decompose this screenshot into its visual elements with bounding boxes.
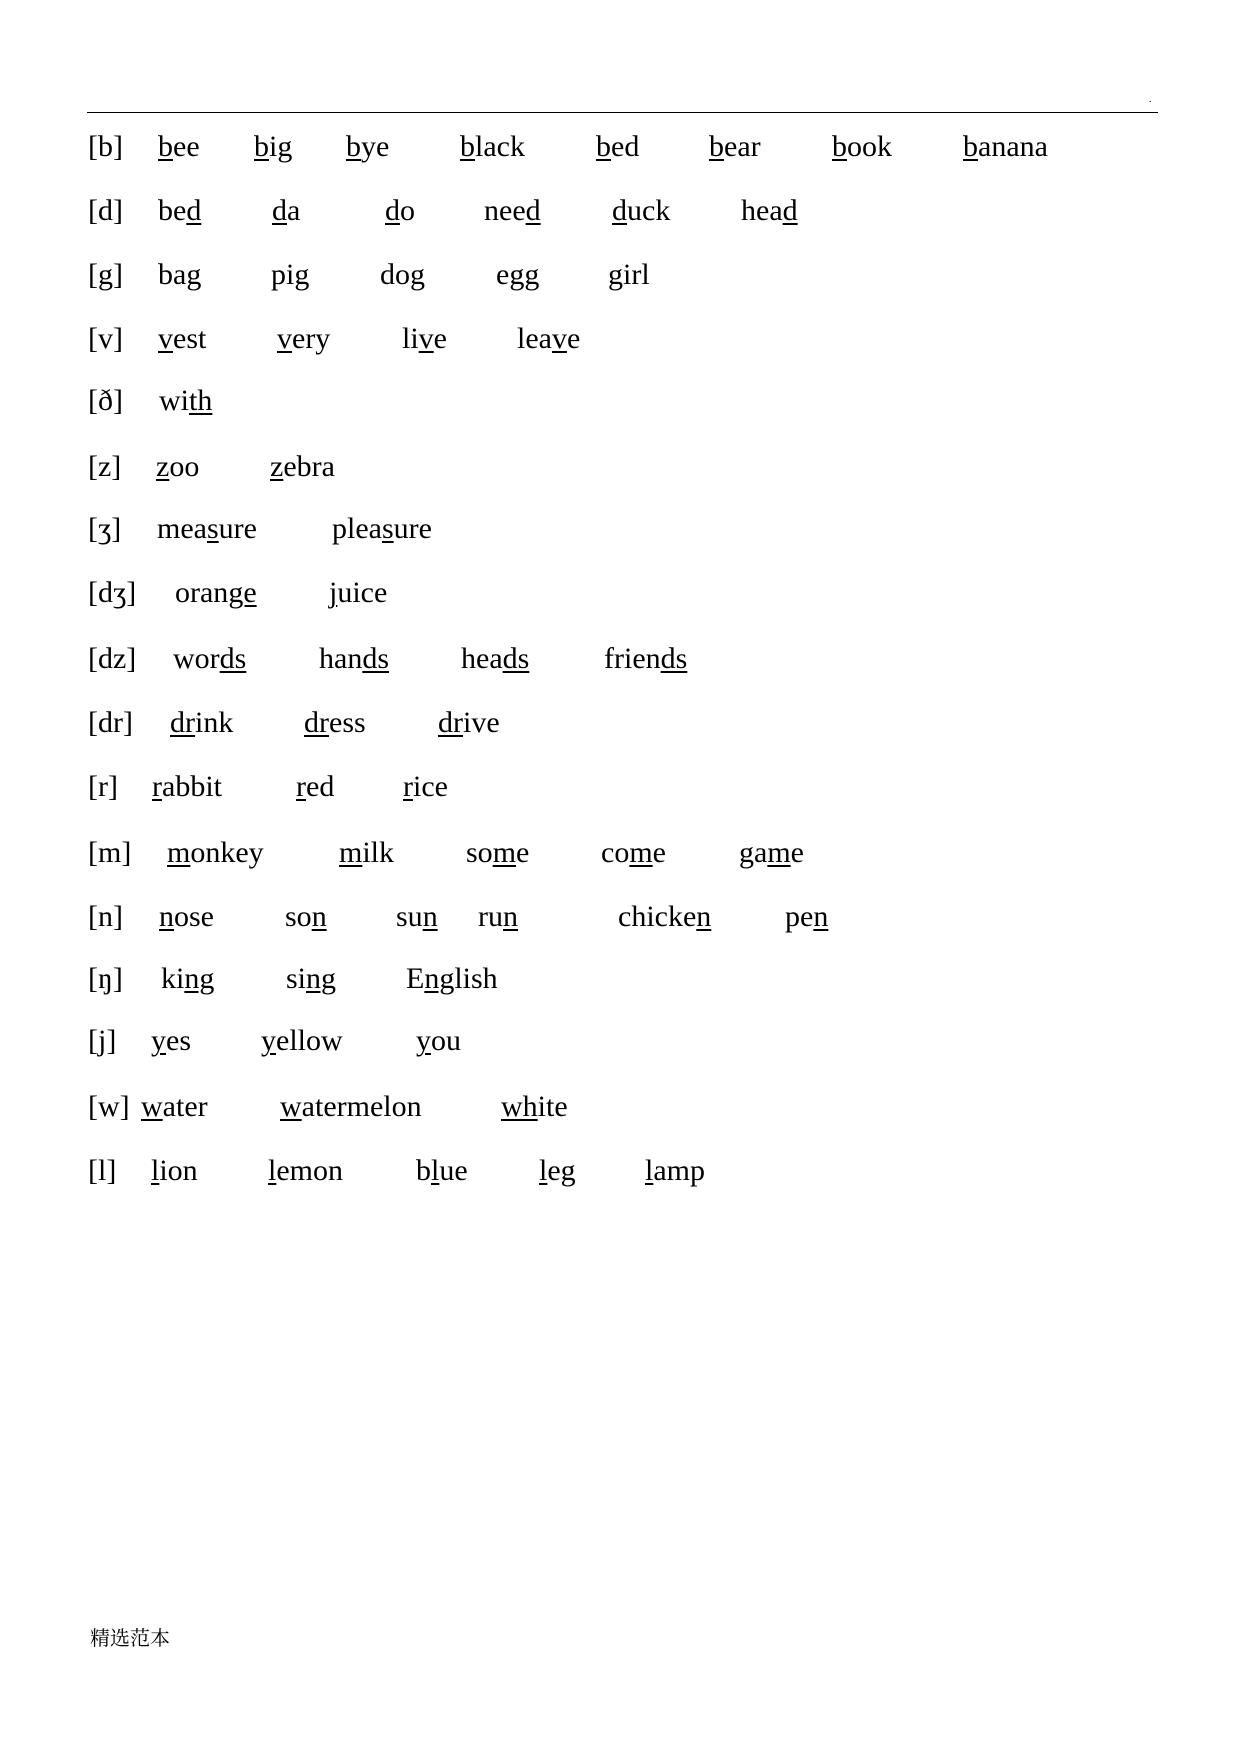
example-word: pleasure xyxy=(332,512,432,545)
highlighted-letters: g xyxy=(608,258,623,291)
highlighted-letters: r xyxy=(403,770,413,803)
phoneme-row xyxy=(0,381,1241,421)
phoneme-symbol: [r] xyxy=(88,770,118,803)
highlighted-letters: dr xyxy=(304,706,329,739)
highlighted-letters: l xyxy=(431,1154,440,1187)
example-word: pen xyxy=(785,900,829,933)
highlighted-letters: y xyxy=(151,1024,166,1057)
example-word: yellow xyxy=(261,1024,343,1057)
phoneme-symbol: [dʒ] xyxy=(88,576,137,609)
example-word: son xyxy=(285,900,327,933)
highlighted-letters: d xyxy=(385,194,400,227)
example-word: watermelon xyxy=(280,1090,422,1123)
highlighted-letters: b xyxy=(460,130,475,163)
highlighted-letters: z xyxy=(156,450,170,483)
highlighted-letters: m xyxy=(629,836,653,869)
footer-text: 精选范本 xyxy=(90,1626,170,1650)
highlighted-letters: g xyxy=(294,258,310,291)
phoneme-row xyxy=(0,959,1241,999)
example-word: chicken xyxy=(618,900,712,933)
example-word: dog xyxy=(380,258,425,291)
phoneme-symbol: [dz] xyxy=(88,642,137,675)
example-word: bye xyxy=(346,130,390,163)
example-word: drive xyxy=(438,706,500,739)
phoneme-row xyxy=(0,447,1241,487)
phoneme-row xyxy=(0,767,1241,807)
example-word: white xyxy=(501,1090,568,1123)
phoneme-row xyxy=(0,573,1241,613)
example-word: some xyxy=(466,836,530,869)
example-word: lemon xyxy=(268,1154,343,1187)
example-word: da xyxy=(272,194,301,227)
example-word: duck xyxy=(612,194,671,227)
example-word: bear xyxy=(709,130,761,163)
example-word: egg xyxy=(496,258,540,291)
highlighted-letters: v xyxy=(551,322,567,355)
phoneme-symbol: [d] xyxy=(88,194,123,227)
example-word: friends xyxy=(604,642,688,675)
highlighted-letters: b xyxy=(596,130,611,163)
example-word: come xyxy=(601,836,666,869)
example-word: lamp xyxy=(645,1154,705,1187)
example-word: heads xyxy=(461,642,530,675)
phoneme-row xyxy=(0,509,1241,549)
example-word: hands xyxy=(319,642,390,675)
highlighted-letters: d xyxy=(272,194,287,227)
phoneme-row xyxy=(0,127,1241,167)
example-word: blue xyxy=(416,1154,468,1187)
example-word: water xyxy=(141,1090,208,1123)
example-word: milk xyxy=(339,836,395,869)
example-word: sun xyxy=(396,900,438,933)
highlighted-letters: dr xyxy=(170,706,195,739)
highlighted-letters: d xyxy=(525,194,541,227)
example-word: lion xyxy=(151,1154,198,1187)
phoneme-symbol: [l] xyxy=(88,1154,117,1187)
example-word: bed xyxy=(158,194,202,227)
highlighted-letters: m xyxy=(492,836,517,869)
highlighted-letters: v xyxy=(277,322,292,355)
phoneme-symbol: [b] xyxy=(88,130,123,163)
example-word: book xyxy=(832,130,892,163)
example-word: English xyxy=(406,962,498,995)
highlighted-letters: ds xyxy=(362,642,390,675)
highlighted-letters: ds xyxy=(219,642,247,675)
highlighted-letters: th xyxy=(189,384,213,417)
example-word: need xyxy=(484,194,541,227)
phoneme-symbol: [v] xyxy=(88,322,123,355)
highlighted-letters: m xyxy=(167,836,191,869)
example-word: juice xyxy=(329,576,388,609)
phoneme-symbol: [ŋ] xyxy=(88,962,123,995)
example-word: monkey xyxy=(167,836,264,869)
phoneme-row xyxy=(0,191,1241,231)
highlighted-letters: j xyxy=(329,576,338,609)
highlighted-letters: ng xyxy=(184,962,215,995)
example-word: game xyxy=(739,836,804,869)
highlighted-letters: r xyxy=(296,770,306,803)
highlighted-letters: ng xyxy=(424,962,455,995)
phoneme-symbol: [ʒ] xyxy=(88,512,122,545)
highlighted-letters: s xyxy=(381,512,394,545)
example-word: king xyxy=(161,962,215,995)
highlighted-letters: ng xyxy=(306,962,337,995)
example-word: orange xyxy=(175,576,257,609)
example-word: girl xyxy=(608,258,650,291)
example-word: rabbit xyxy=(152,770,222,803)
highlighted-letters: b xyxy=(832,130,847,163)
highlighted-letters: n xyxy=(813,900,829,933)
highlighted-letters: n xyxy=(503,900,518,933)
header-rule xyxy=(87,112,1158,113)
example-word: do xyxy=(385,194,415,227)
highlighted-letters: g xyxy=(410,258,425,291)
highlighted-letters: w xyxy=(280,1090,302,1123)
phoneme-symbol: [z] xyxy=(88,450,122,483)
example-word: words xyxy=(173,642,247,675)
example-word: leg xyxy=(539,1154,576,1187)
phoneme-symbol: [g] xyxy=(88,258,123,291)
example-word: zoo xyxy=(156,450,200,483)
highlighted-letters: r xyxy=(152,770,162,803)
example-word: leave xyxy=(517,322,581,355)
example-word: live xyxy=(402,322,447,355)
phoneme-row xyxy=(0,255,1241,295)
phoneme-row xyxy=(0,703,1241,743)
highlighted-letters: wh xyxy=(501,1090,538,1123)
example-word: you xyxy=(416,1024,461,1057)
highlighted-letters: b xyxy=(158,130,173,163)
highlighted-letters: y xyxy=(261,1024,276,1057)
highlighted-letters: l xyxy=(151,1154,160,1187)
example-word: sing xyxy=(286,962,337,995)
highlighted-letters: m xyxy=(767,836,791,869)
phoneme-row xyxy=(0,1151,1241,1191)
phoneme-symbol: [j] xyxy=(88,1024,117,1057)
example-word: drink xyxy=(170,706,234,739)
example-word: zebra xyxy=(270,450,335,483)
example-word: with xyxy=(159,384,213,417)
example-word: pig xyxy=(271,258,310,291)
highlighted-letters: l xyxy=(645,1154,654,1187)
phoneme-row xyxy=(0,1021,1241,1061)
phoneme-row xyxy=(0,319,1241,359)
highlighted-letters: ge xyxy=(228,576,257,609)
phoneme-row xyxy=(0,833,1241,873)
example-word: yes xyxy=(151,1024,191,1057)
highlighted-letters: b xyxy=(709,130,724,163)
highlighted-letters: v xyxy=(158,322,173,355)
example-word: vest xyxy=(158,322,207,355)
example-word: red xyxy=(296,770,335,803)
highlighted-letters: s xyxy=(206,512,219,545)
example-word: bag xyxy=(158,258,202,291)
highlighted-letters: d xyxy=(186,194,202,227)
example-word: banana xyxy=(963,130,1048,163)
highlighted-letters: l xyxy=(539,1154,548,1187)
example-word: measure xyxy=(157,512,257,545)
highlighted-letters: l xyxy=(268,1154,277,1187)
phoneme-symbol: [w] xyxy=(88,1090,130,1123)
phoneme-row xyxy=(0,1087,1241,1127)
phoneme-symbol: [n] xyxy=(88,900,123,933)
highlighted-letters: v xyxy=(418,322,434,355)
highlighted-letters: b xyxy=(346,130,361,163)
phoneme-row xyxy=(0,897,1241,937)
highlighted-letters: g xyxy=(186,258,202,291)
example-word: bed xyxy=(596,130,640,163)
example-word: very xyxy=(277,322,331,355)
highlighted-letters: ds xyxy=(660,642,688,675)
phoneme-row xyxy=(0,639,1241,679)
highlighted-letters: b xyxy=(963,130,978,163)
example-word: dress xyxy=(304,706,366,739)
highlighted-letters: n xyxy=(159,900,174,933)
highlighted-letters: dr xyxy=(438,706,463,739)
highlighted-letters: y xyxy=(416,1024,431,1057)
example-word: rice xyxy=(403,770,448,803)
highlighted-letters: w xyxy=(141,1090,163,1123)
example-word: big xyxy=(254,130,293,163)
example-word: nose xyxy=(159,900,214,933)
phoneme-symbol: [dr] xyxy=(88,706,133,739)
highlighted-letters: d xyxy=(612,194,627,227)
highlighted-letters: d xyxy=(782,194,798,227)
highlighted-letters: n xyxy=(311,900,327,933)
highlighted-letters: z xyxy=(270,450,284,483)
highlighted-letters: gg xyxy=(509,258,540,291)
highlighted-letters: b xyxy=(254,130,269,163)
example-word: bee xyxy=(158,130,200,163)
phoneme-symbol: [ð] xyxy=(88,384,123,417)
example-word: run xyxy=(478,900,518,933)
header-dot: . xyxy=(1149,94,1152,105)
example-word: head xyxy=(741,194,798,227)
highlighted-letters: ds xyxy=(502,642,530,675)
highlighted-letters: m xyxy=(339,836,363,869)
example-word: black xyxy=(460,130,525,163)
highlighted-letters: n xyxy=(696,900,712,933)
phoneme-symbol: [m] xyxy=(88,836,132,869)
highlighted-letters: n xyxy=(422,900,438,933)
